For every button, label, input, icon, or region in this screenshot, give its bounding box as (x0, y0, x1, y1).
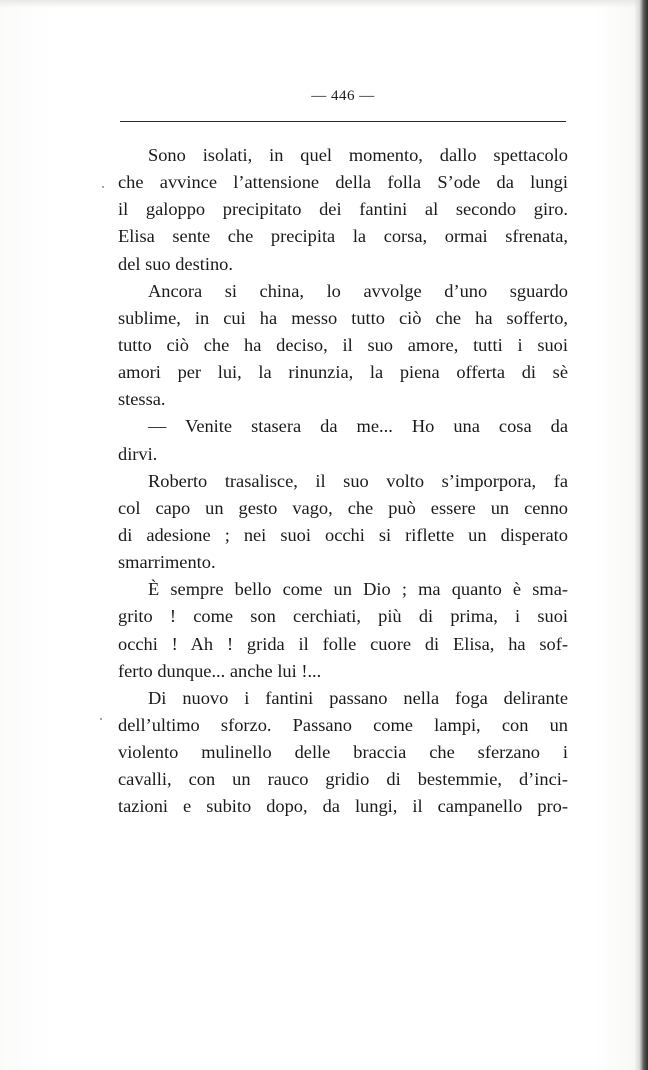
text-line: grito ! come son cerchiati, più di prima, i suoi (118, 606, 568, 627)
page-number: — 446 — (311, 88, 375, 104)
text-line: Elisa sente che precipita la corsa, ormai sfrenata, (118, 226, 568, 247)
text-line: tutto ciò che ha deciso, il suo amore, tutti i suoi (118, 334, 568, 355)
text-line: di adesione ; nei suoi occhi si riflette un disperato (118, 524, 568, 545)
text-line: Ancora si china, lo avvolge d’uno sguardo (148, 280, 568, 301)
paragraph (118, 685, 568, 821)
page-binding-edge (634, 0, 648, 1070)
text-line: smarrimento. (118, 552, 216, 573)
text-line: che avvince l’attensione della folla S’ode da lungi (118, 172, 568, 193)
text-line: Di nuovo i fantini passano nella foga delirante (148, 687, 568, 708)
header-rule (120, 121, 566, 122)
text-line: tazioni e subito dopo, da lungi, il campanello pro- (118, 796, 568, 817)
text-line: dirvi. (118, 443, 158, 464)
text-line: col capo un gesto vago, che può essere un cenno (118, 497, 568, 518)
page-top-shadow (0, 0, 648, 8)
body-text (118, 142, 568, 821)
text-line: cavalli, con un rauco gridio di bestemmie, d’inci- (118, 769, 568, 790)
text-line: dell’ultimo sforzo. Passano come lampi, con un (118, 714, 568, 735)
text-line: — Venite stasera da me... Ho una cosa da (148, 416, 568, 437)
paragraph (118, 142, 568, 278)
text-line: il galoppo precipitato dei fantini al secondo giro. (118, 199, 568, 220)
text-line: ferto dunque... anche lui !... (118, 660, 322, 681)
text-line: del suo destino. (118, 253, 233, 274)
text-line: violento mulinello delle braccia che sferzano i (118, 742, 568, 763)
text-line: occhi ! Ah ! grida il folle cuore di Elisa, ha sof- (118, 633, 568, 654)
text-line: sublime, in cui ha messo tutto ciò che ha sofferto, (118, 307, 568, 328)
text-line: amori per lui, la rinunzia, la piena offerta di sè (118, 362, 568, 383)
paragraph (118, 278, 568, 414)
print-speck (102, 186, 104, 188)
paragraph (118, 576, 568, 685)
text-line: Sono isolati, in quel momento, dallo spettacolo (148, 145, 568, 165)
paragraph (118, 468, 568, 577)
paragraph (118, 413, 568, 467)
text-line: È sempre bello come un Dio ; ma quanto è sma- (148, 579, 568, 600)
text-line: stessa. (118, 389, 166, 410)
text-line: Roberto trasalisce, il suo volto s’imporpora, fa (148, 470, 568, 491)
print-speck (100, 718, 102, 720)
